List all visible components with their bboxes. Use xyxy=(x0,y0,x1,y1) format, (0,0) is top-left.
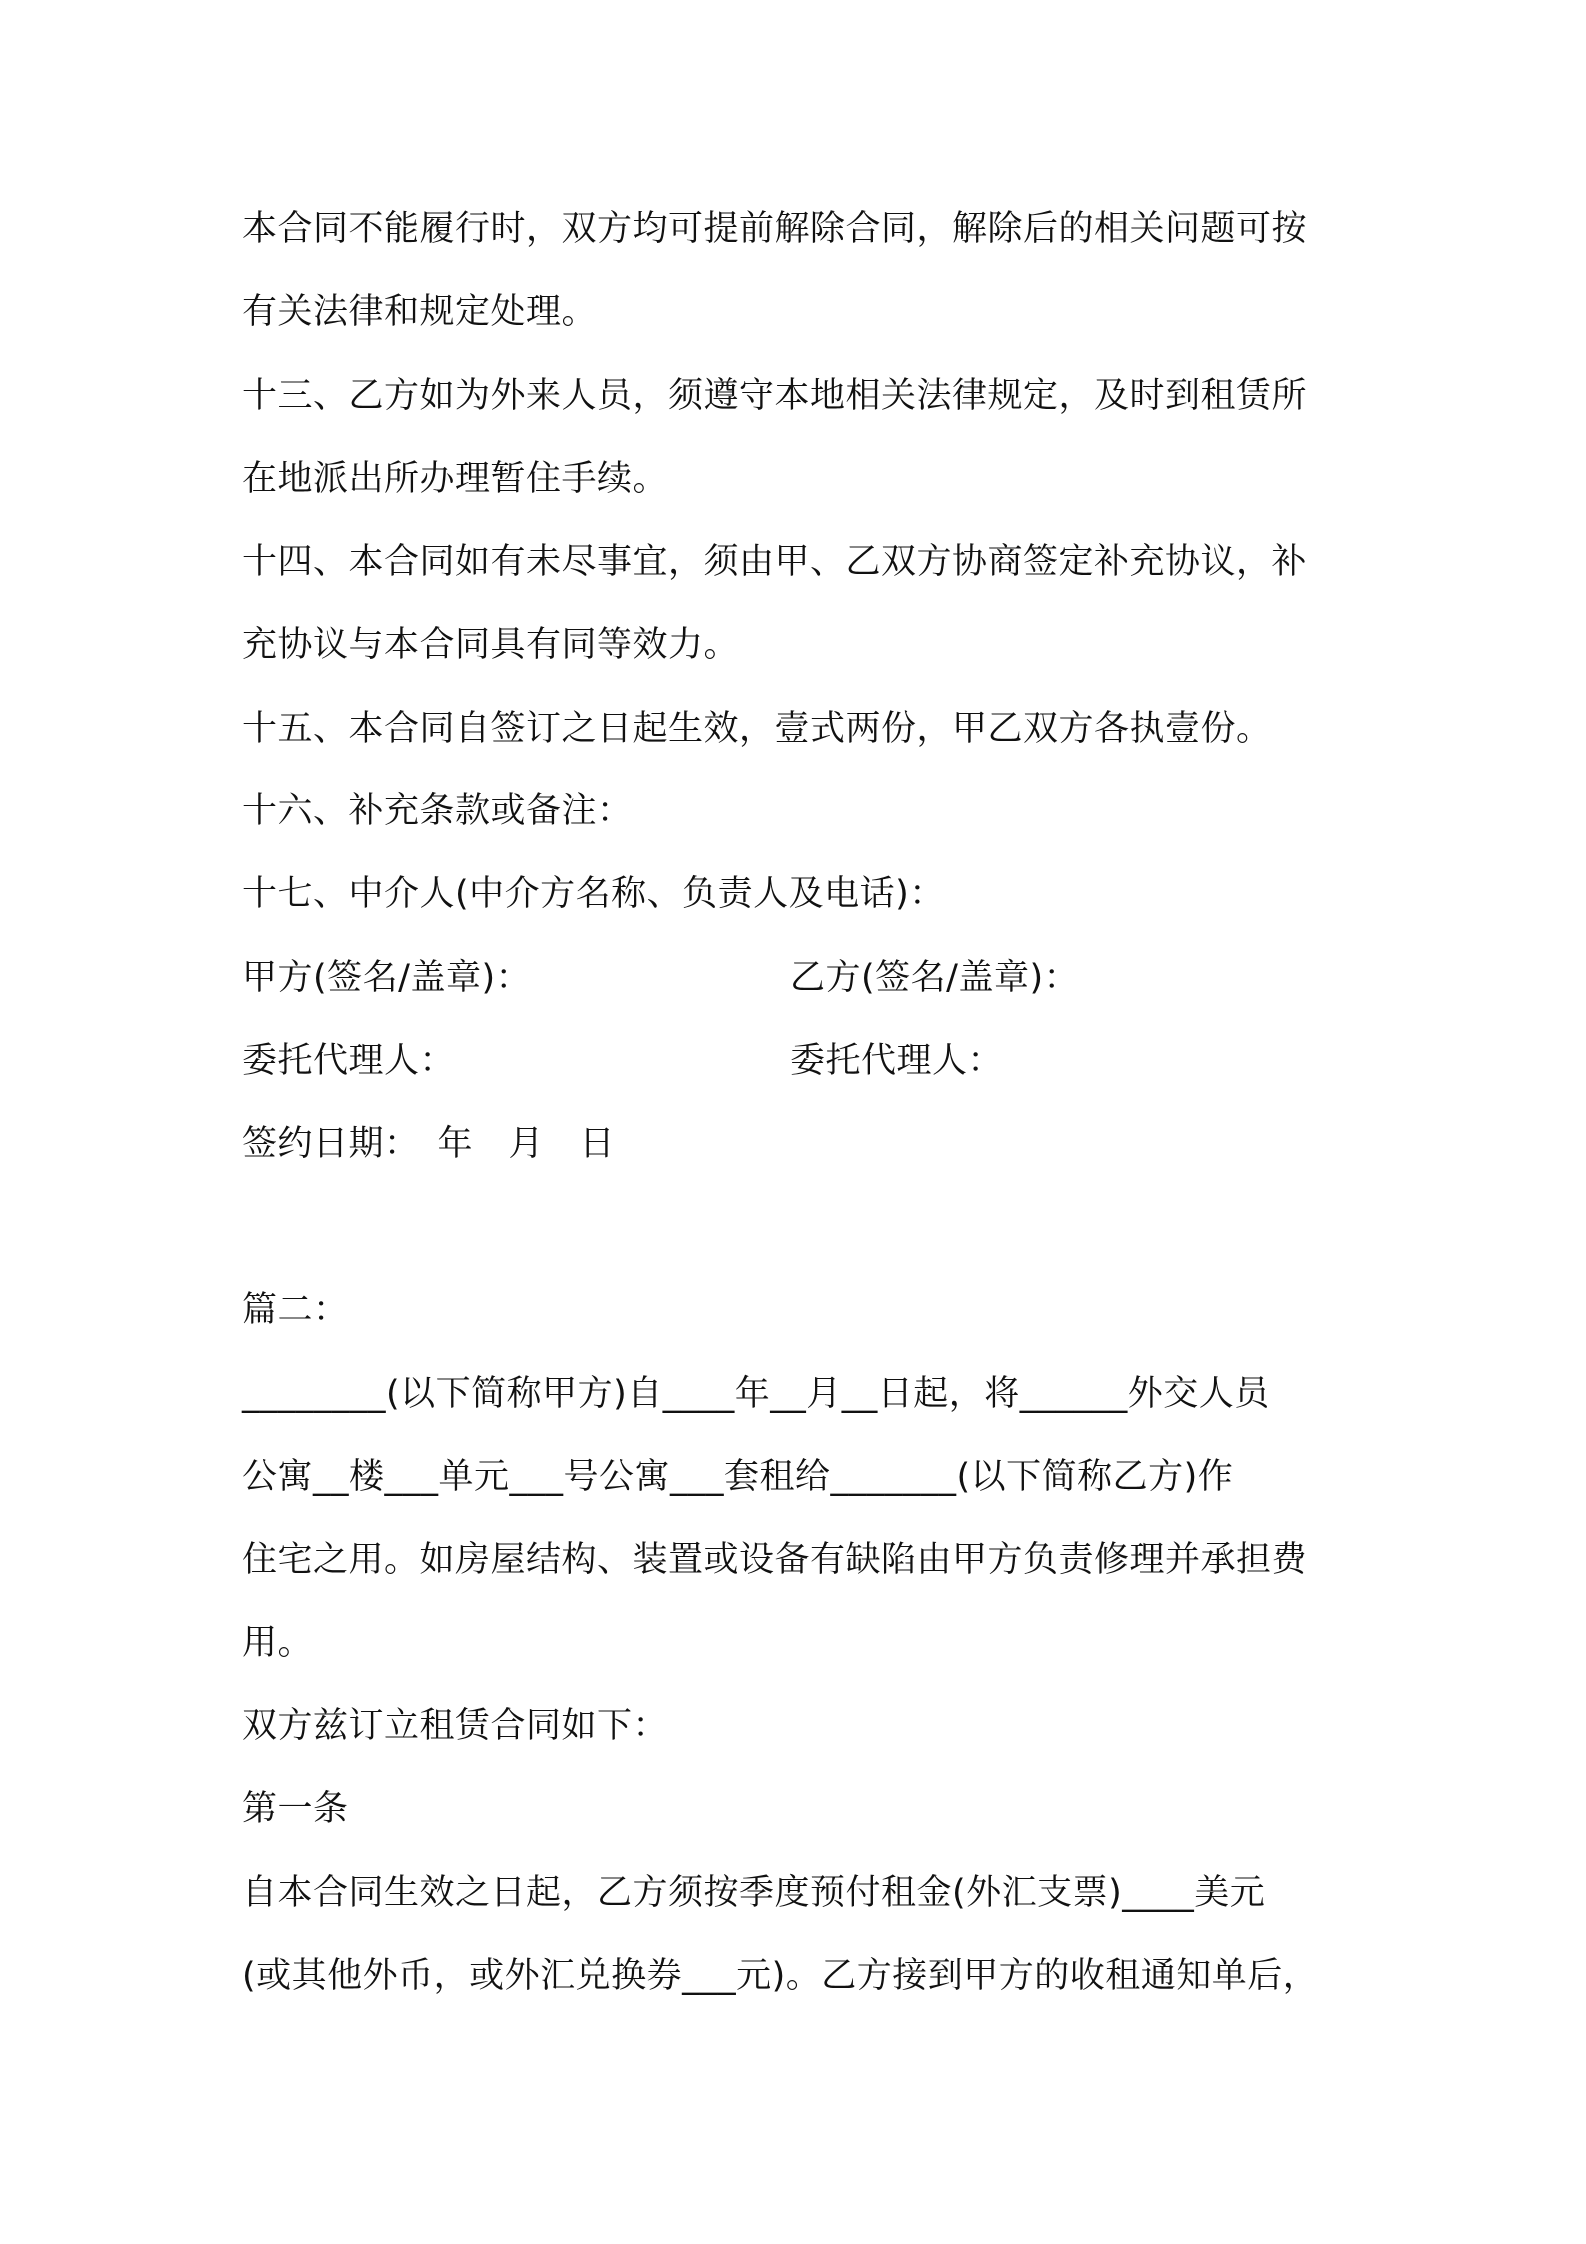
paragraph-line: 充协议与本合同具有同等效力。 xyxy=(242,625,740,665)
paragraph-line: 公寓__楼___单元___号公寓___套租给_______(以下简称乙方)作 xyxy=(242,1457,1234,1497)
section-two-heading: 篇二： xyxy=(242,1290,349,1330)
paragraph-line: 住宅之用。如房屋结构、装置或设备有缺陷由甲方负责修理并承担费 xyxy=(242,1540,1308,1580)
agent-b-label: 委托代理人： xyxy=(790,1041,1004,1081)
clause-13-line: 十三、乙方如为外来人员，须遵守本地相关法律规定，及时到租赁所 xyxy=(242,376,1308,416)
agent-a-label: 委托代理人： xyxy=(242,1041,456,1081)
paragraph-line: 有关法律和规定处理。 xyxy=(242,292,598,332)
paragraph-line: 本合同不能履行时，双方均可提前解除合同，解除后的相关问题可按 xyxy=(242,209,1308,249)
paragraph-line: 自本合同生效之日起，乙方须按季度预付租金(外汇支票)____美元 xyxy=(242,1873,1266,1913)
clause-17-line: 十七、中介人(中介方名称、负责人及电话)： xyxy=(242,874,945,914)
paragraph-line: 双方兹订立租赁合同如下： xyxy=(242,1706,669,1746)
party-a-signature-label: 甲方(签名/盖章)： xyxy=(242,958,532,998)
clause-15-line: 十五、本合同自签订之日起生效，壹式两份，甲乙双方各执壹份。 xyxy=(242,709,1272,749)
signing-date-label: 签约日期： 年 月 日 xyxy=(242,1124,616,1164)
clause-16-line: 十六、补充条款或备注： xyxy=(242,791,633,831)
paragraph-line: 在地派出所办理暂住手续。 xyxy=(242,459,669,499)
paragraph-line: 用。 xyxy=(242,1623,314,1663)
paragraph-line: (或其他外币，或外汇兑换券___元)。乙方接到甲方的收租通知单后， xyxy=(242,1956,1319,1996)
article-one-heading: 第一条 xyxy=(242,1789,349,1829)
party-b-signature-label: 乙方(签名/盖章)： xyxy=(790,958,1080,998)
clause-14-line: 十四、本合同如有未尽事宜，须由甲、乙双方协商签定补充协议，补 xyxy=(242,542,1308,582)
paragraph-line: ________(以下简称甲方)自____年__月__日起，将______外交人员 xyxy=(242,1374,1270,1414)
